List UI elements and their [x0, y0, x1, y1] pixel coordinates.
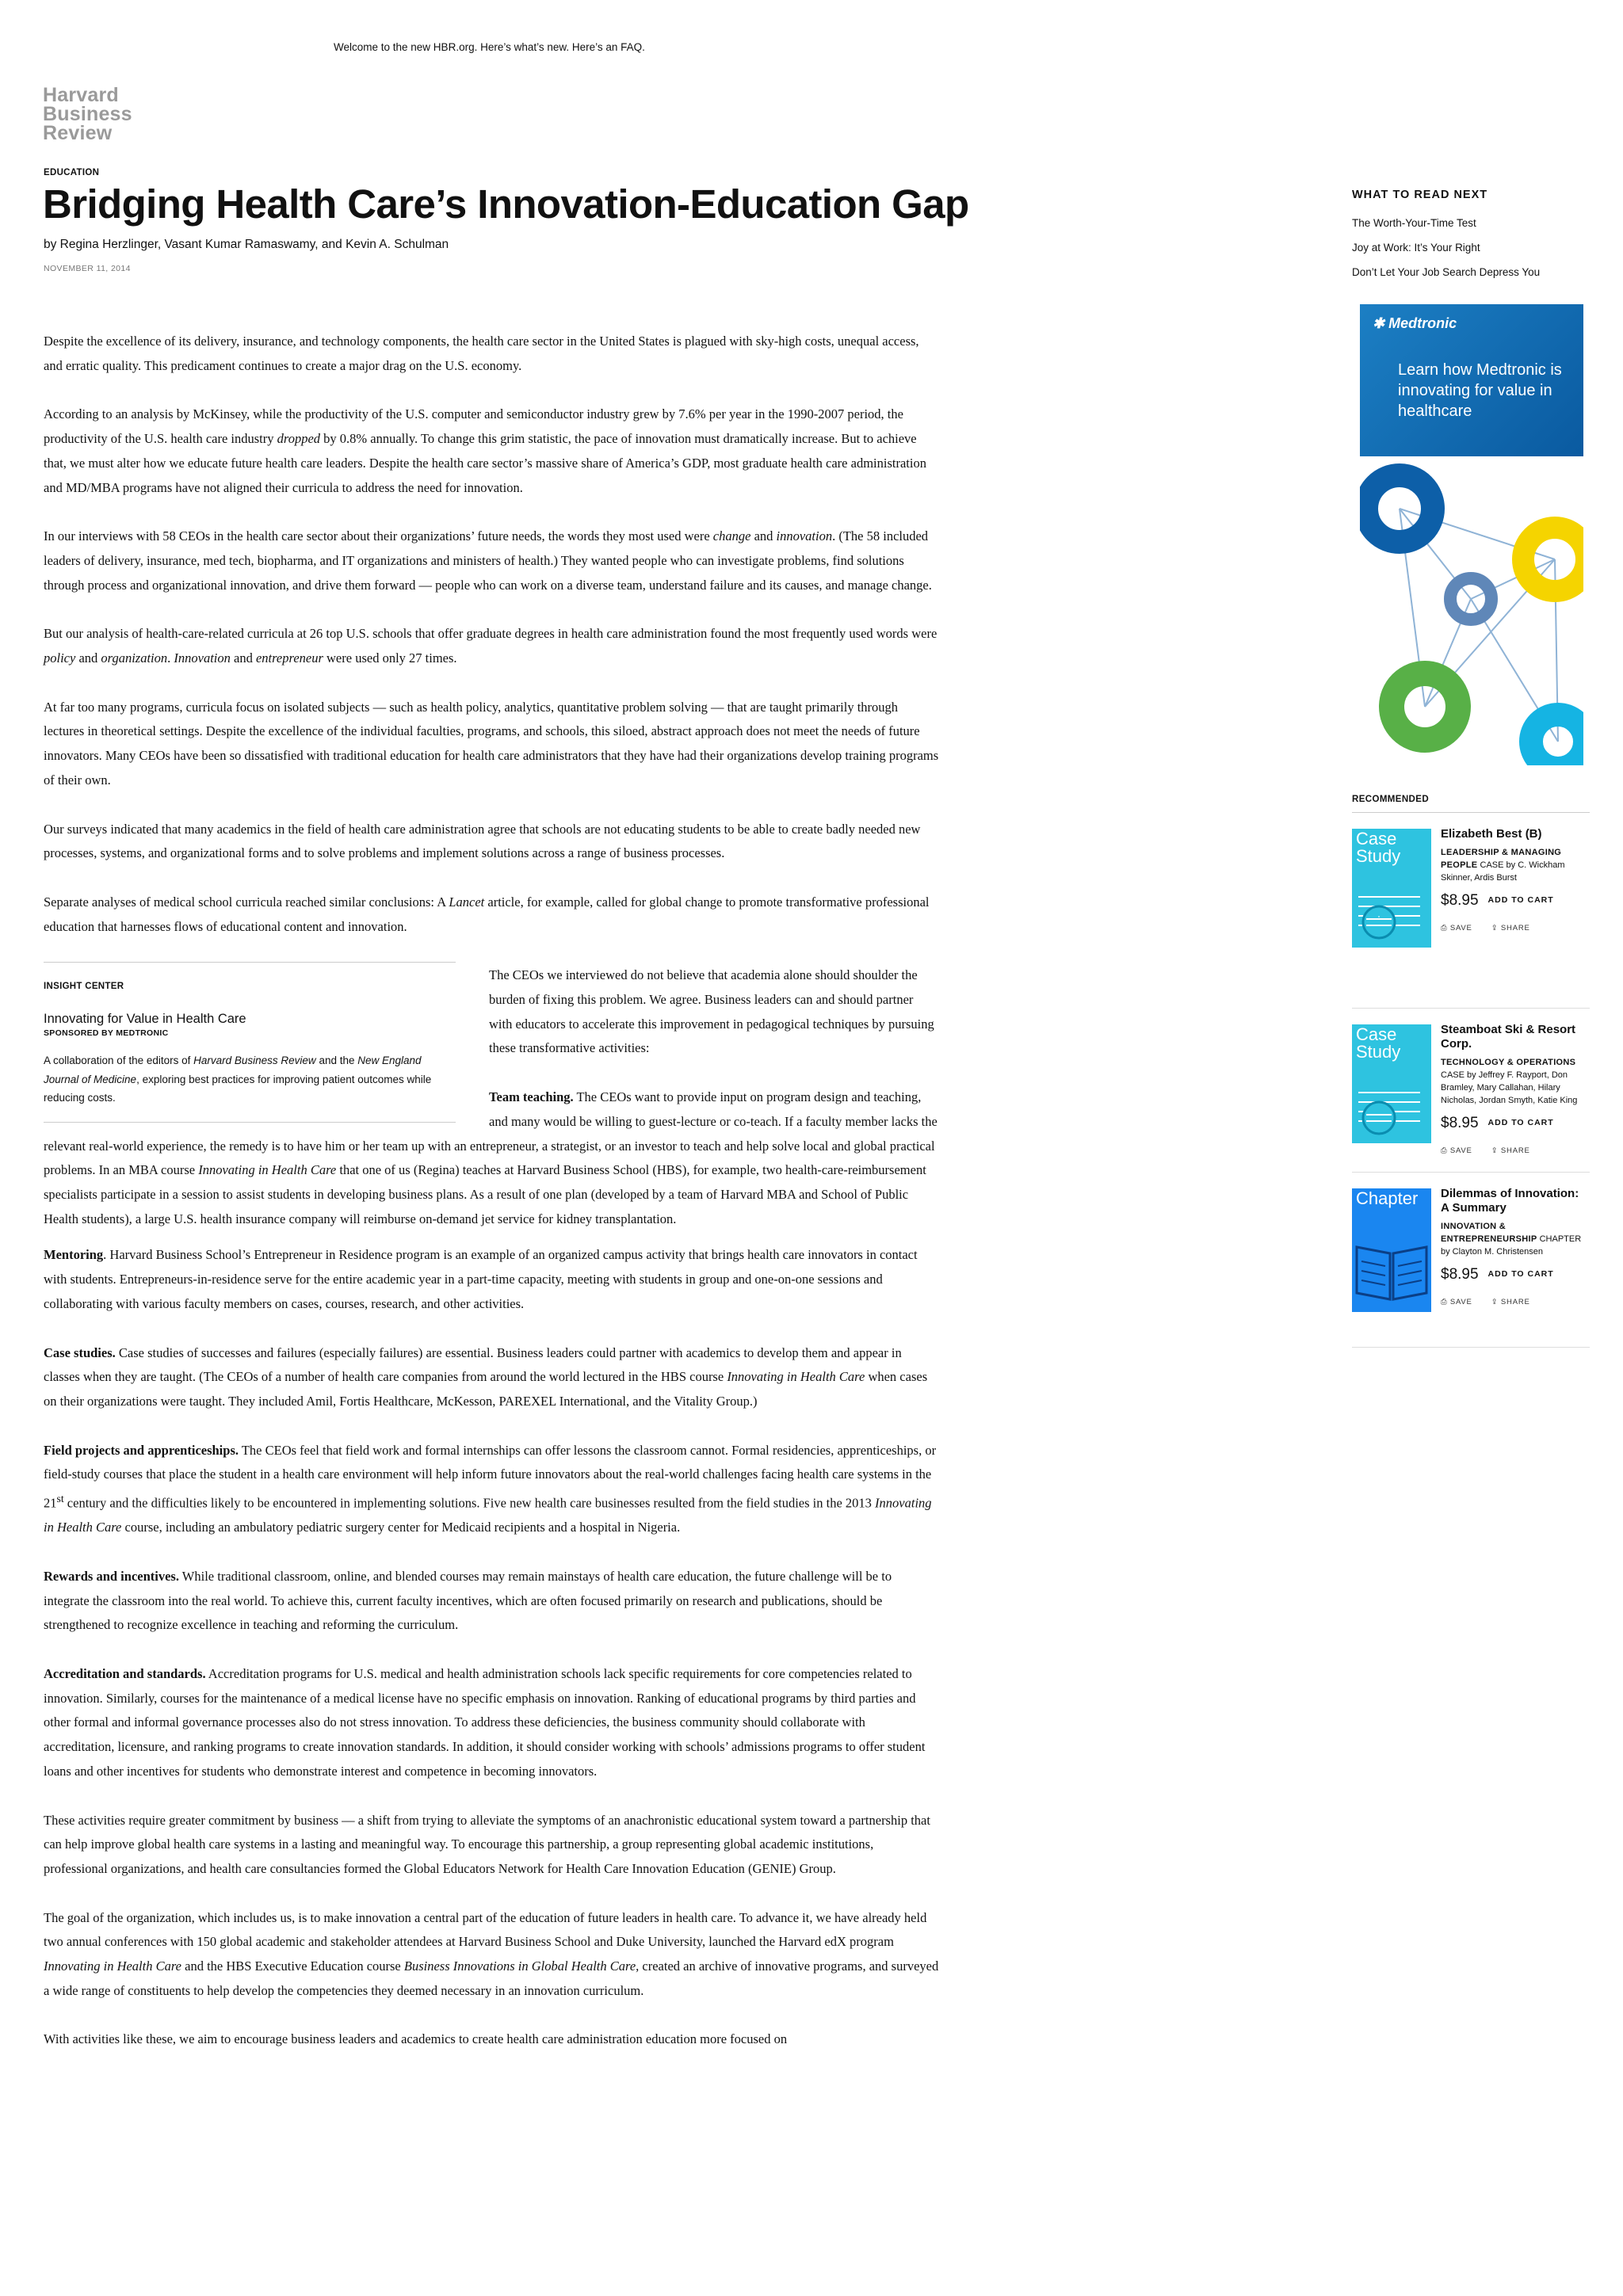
paragraph: In our interviews with 58 CEOs in the health care sector about their organizations’ future needs, the words they most used were change and innovation. (The 58 included leaders of delivery, insurance, med tech, biopharma, and IT organizations and ministers of health.) They wanted people who can investigate problems, find solutions through process and organizational innovation, and drive them forward — people who can work on a diverse team, understand failure and its causes, and manage change.	[44, 528, 932, 593]
recommended-item[interactable]	[1352, 1173, 1590, 1348]
recommended-heading: RECOMMENDED	[1352, 795, 1590, 813]
product-price: $8.95 ADD TO CART	[1441, 1115, 1554, 1131]
paragraph: With activities like these, we aim to encourage business leaders and academics to create health care administration education more focused on	[44, 2031, 788, 2047]
product-title[interactable]: Dilemmas of Innovation: A Summary	[1441, 1187, 1579, 1215]
product-thumbnail[interactable]	[1352, 1024, 1431, 1143]
thumb-badge: Case Study	[1356, 829, 1401, 866]
save-button[interactable]: ⎙ SAVE	[1441, 1146, 1472, 1155]
byline[interactable]: by Regina Herzlinger, Vasant Kumar Ramaswamy, and Kevin A. Schulman	[44, 238, 449, 251]
what-to-read-heading: WHAT TO READ NEXT	[1352, 189, 1488, 201]
read-next-link[interactable]: The Worth-Your-Time Test	[1352, 217, 1476, 229]
add-to-cart-button[interactable]: ADD TO CART	[1487, 895, 1554, 905]
medtronic-mark-icon: ✱	[1373, 315, 1389, 331]
welcome-banner[interactable]: Welcome to the new HBR.org. Here’s what’s new. Here’s an FAQ.	[334, 41, 645, 53]
product-title[interactable]: Elizabeth Best (B)	[1441, 827, 1542, 841]
insight-center-box[interactable]	[44, 962, 456, 1123]
medtronic-ad[interactable]	[1360, 304, 1583, 765]
product-thumbnail[interactable]	[1352, 829, 1431, 948]
magnifier-icon	[1352, 829, 1431, 948]
paragraph: Mentoring. Harvard Business School’s Entrepreneur in Residence program is an example of an organized campus activity that brings health care innovators in contact with students. Entrepreneurs-in-residence serve for the entire academic year in a part-time capacity, meeting with students in group and one-on-one sessions and collaborating with various faculty members on cases, courses, research, and other activities.	[44, 1247, 918, 1311]
logo-line: Review	[43, 122, 113, 144]
read-next-link[interactable]: Joy at Work: It’s Your Right	[1352, 242, 1480, 254]
save-button[interactable]: ⎙ SAVE	[1441, 1298, 1472, 1306]
recommended-panel	[1352, 795, 1590, 1348]
insight-center-title[interactable]: Innovating for Value in Health Care	[44, 1012, 246, 1027]
paragraph: Separate analyses of medical school curricula reached similar conclusions: A Lancet article, for example, called for global change to promote transformative professional education that harnesses flows of educational content and innovation.	[44, 894, 930, 934]
product-meta: TECHNOLOGY & OPERATIONS CASE by Jeffrey F. Rayport, Don Bramley, Mary Callahan, Hilary Nicholas, Jordan Smyth, Katie King	[1441, 1058, 1578, 1105]
recommended-item[interactable]	[1352, 813, 1590, 1009]
add-to-cart-button[interactable]: ADD TO CART	[1487, 1269, 1554, 1279]
insight-center-description: A collaboration of the editors of Harvard Business Review and the New England Journal of Medicine, exploring best practices for improving patient outcomes while reducing costs.	[44, 1055, 432, 1104]
logo-line: Business	[43, 103, 132, 125]
medtronic-logo: ✱ Medtronic	[1373, 315, 1457, 331]
paragraph: Despite the excellence of its delivery, insurance, and technology components, the health care sector in the United States is plagued with sky-high costs, unequal access, and erratic quality. This predicament continues to create a major drag on the U.S. economy.	[44, 334, 919, 373]
share-button[interactable]: ⇪ SHARE	[1491, 1146, 1530, 1155]
topic-kicker[interactable]: EDUCATION	[44, 168, 100, 177]
paragraph: Accreditation and standards. Accreditation programs for U.S. medical and health administration schools lack specific requirements for core competencies related to innovation. Similarly, courses for the maintenance of a medical license have no specific emphasis on innovation. Ranking of educational programs by third parties and other formal and informal governance processes also do not stress innovation. To address these deficiencies, the business community should collaborate with accreditation, licensure, and ranking programs to create innovation standards. In addition, it should consider working with schools’ admissions programs to offer student loans and other incentives for students who demonstrate interest and competence in becoming innovators.	[44, 1666, 926, 1779]
open-book-icon	[1352, 1188, 1431, 1312]
logo-line: Harvard	[43, 84, 119, 106]
add-to-cart-button[interactable]: ADD TO CART	[1487, 1118, 1554, 1127]
article-title: Bridging Health Care’s Innovation-Education Gap	[43, 181, 969, 227]
paragraph: These activities require greater commitment by business — a shift from trying to alleviate the symptoms of an anachronistic educational system toward a partnership that can help improve global health care systems in a lasting and meaningful way. To encourage this partnership, a group representing global academic institutions, professional organizations, and health care consultancies formed the Global Educators Network for Health Care Innovation Education (GENIE) Group.	[44, 1812, 930, 1876]
paragraph: The CEOs we interviewed do not believe that academia alone should shoulder the burden of fixing this problem. We agree. Business leaders can and should partner with educators to accelerate this improvement in pedagogical techniques by pursuing these transformative activities:	[489, 967, 934, 1056]
paragraph: But our analysis of health-care-related curricula at 26 top U.S. schools that offer graduate degrees in health care administration found the most frequently used words were policy and organization. Innovation and entrepreneur were used only 27 times.	[44, 626, 938, 666]
product-title[interactable]: Steamboat Ski & Resort Corp.	[1441, 1023, 1576, 1051]
paragraph: Team teaching. The CEOs want to provide input on program design and teaching, and many would be willing to guest-lecture or co-teach. If a faculty member lacks the relevant real-world experience, the remedy is to have him or her team up with an entrepreneur, a strategist, or an investor to teach and help solve local and global practical problems. In an MBA course Innovating in Health Care that one of us (Regina) teaches at Harvard Business School (HBS), for example, two health-care-reimbursement specialists participate in a session to assist students in developing business plans. As a result of one plan (developed by a team of Harvard MBA and School of Public Health students), a large U.S. health insurance company will reimburse on-demand jet service for kidney transplantation.	[44, 1089, 938, 1226]
product-thumbnail[interactable]	[1352, 1188, 1431, 1312]
hbr-logo[interactable]	[43, 86, 132, 143]
article-body	[44, 330, 939, 2077]
thumb-badge: Case Study	[1356, 1024, 1401, 1062]
paragraph: Field projects and apprenticeships. The CEOs feel that field work and formal internships can offer lessons the classroom cannot. Formal residencies, apprenticeships, or field-study courses that place the student in a health care environment will help inform future innovators about the real-world challenges facing health care systems in the 21st century and the difficulties likely to be encountered in implementing solutions. Five new health care businesses resulted from the field studies in the 2013 Innovating in Health Care course, including an ambulatory pediatric surgery center for Medicaid recipients and a hospital in Nigeria.	[44, 1442, 937, 1535]
product-meta: LEADERSHIP & MANAGING PEOPLE CASE by C. Wickham Skinner, Ardis Burst	[1441, 848, 1565, 883]
ad-text: Learn how Medtronic is innovating for value in healthcare	[1398, 361, 1562, 420]
paragraph: Our surveys indicated that many academics in the field of health care administration agree that schools are not educating students to be able to create badly needed new processes, systems, and organizational forms and to solve problems and implement solutions across a range of business processes.	[44, 821, 921, 861]
what-to-read-next	[1352, 189, 1540, 284]
read-next-link[interactable]: Don’t Let Your Job Search Depress You	[1352, 266, 1541, 278]
share-button[interactable]: ⇪ SHARE	[1491, 924, 1530, 933]
product-price: $8.95 ADD TO CART	[1441, 1266, 1554, 1283]
magnifier-icon	[1352, 1024, 1431, 1143]
product-meta: INNOVATION & ENTREPRENEURSHIP CHAPTER by Clayton M. Christensen	[1441, 1222, 1582, 1257]
paragraph: Rewards and incentives. While traditional classroom, online, and blended courses may remain mainstays of health care education, the future challenge will be to integrate the classroom into the real world. To achieve this, current faculty incentives, which are often focused primarily on research and publications, should be strengthened to recognize excellence in teaching and reforming the curriculum.	[44, 1568, 892, 1633]
paragraph: According to an analysis by McKinsey, while the productivity of the U.S. computer and semiconductor industry grew by 7.6% per year in the 1990-2007 period, the productivity of the U.S. health care industry dropped by 0.8% annually. To change this grim statistic, the pace of innovation must dramatically increase. But to achieve that, we must alter how we educate future health care leaders. Despite the health care sector’s massive share of America’s GDP, most graduate health care administration and MD/MBA programs have not aligned their curricula to address the need for innovation.	[44, 406, 926, 495]
save-button[interactable]: ⎙ SAVE	[1441, 924, 1472, 933]
thumb-badge: Chapter	[1356, 1188, 1419, 1208]
paragraph: At far too many programs, curricula focus on isolated subjects — such as health policy, analytics, quantitative problem solving — that are taught primarily through lectures in theoretical settings. Despite the excellence of the individual faculties, programs, and schools, this siloed, abstract approach does not meet the needs of future innovators. Many CEOs have been so dissatisfied with traditional education for health care administrators that they have had their organizations develop training programs of their own.	[44, 699, 939, 788]
share-button[interactable]: ⇪ SHARE	[1491, 1298, 1530, 1306]
network-graphic-icon	[1360, 304, 1583, 765]
paragraph: Case studies. Case studies of successes and failures (especially failures) are essential. Business leaders could partner with academics to develop them and appear in classes when they are taught. (The CEOs of a number of health care companies from around the world lectured in the HBS course Innovating in Health Care when cases on their organizations were taught. They included Amil, Fortis Healthcare, McKesson, PAREXEL International, and the Vitality Group.)	[44, 1344, 928, 1409]
insight-center-label: INSIGHT CENTER	[44, 982, 124, 992]
paragraph: The goal of the organization, which includes us, is to make innovation a central part of the education of future leaders in health care. To advance it, we have already held two annual conferences with 150 global academic and stakeholder attendees at Harvard Business School and Duke University, launched the Harvard edX program Innovating in Health Care and the HBS Executive Education course Business Innovations in Global Health Care, created an archive of innovative programs, and surveyed a wide range of constituents to help develop the competencies they deemed necessary in an innovation curriculum.	[44, 1909, 939, 1998]
insight-center-sponsor: SPONSORED BY MEDTRONIC	[44, 1028, 169, 1039]
publish-date: NOVEMBER 11, 2014	[44, 264, 131, 273]
recommended-item[interactable]	[1352, 1009, 1590, 1173]
product-price: $8.95 ADD TO CART	[1441, 892, 1554, 909]
